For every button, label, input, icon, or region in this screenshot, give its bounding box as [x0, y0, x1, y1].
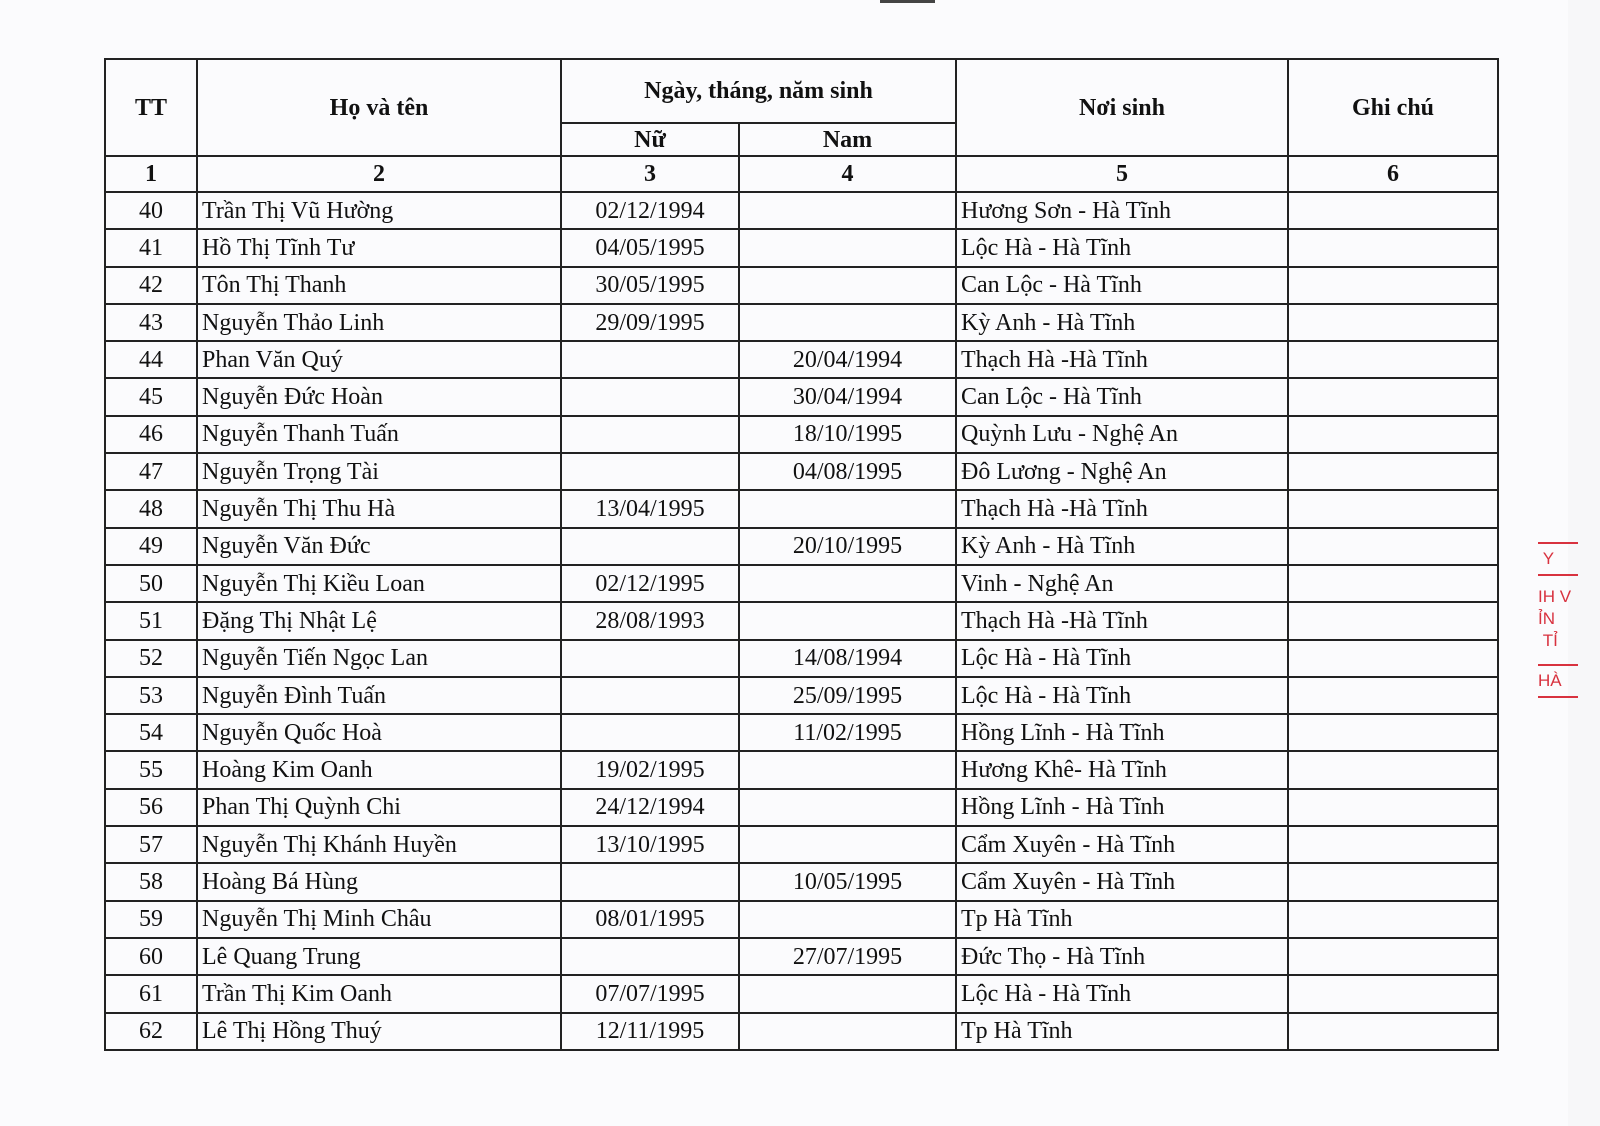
note	[1288, 229, 1498, 266]
male-dob	[739, 602, 956, 639]
male-dob	[739, 304, 956, 341]
birthplace: Hồng Lĩnh - Hà Tĩnh	[956, 714, 1288, 751]
table-row	[105, 901, 1498, 938]
student-name: Phan Văn Quý	[197, 341, 561, 378]
birthplace: Hương Sơn - Hà Tĩnh	[956, 192, 1288, 229]
table-row	[105, 826, 1498, 863]
row-number: 46	[105, 416, 197, 453]
birthplace: Kỳ Anh - Hà Tĩnh	[956, 528, 1288, 565]
note	[1288, 863, 1498, 900]
note	[1288, 640, 1498, 677]
female-dob	[561, 378, 739, 415]
male-dob	[739, 751, 956, 788]
row-number: 50	[105, 565, 197, 602]
student-name: Nguyễn Đức Hoàn	[197, 378, 561, 415]
note	[1288, 304, 1498, 341]
student-name: Đặng Thị Nhật Lệ	[197, 602, 561, 639]
birthplace: Tp Hà Tĩnh	[956, 901, 1288, 938]
table-row	[105, 453, 1498, 490]
note	[1288, 192, 1498, 229]
student-name: Hoàng Kim Oanh	[197, 751, 561, 788]
column-number: 2	[197, 156, 561, 192]
male-dob: 11/02/1995	[739, 714, 956, 751]
male-dob	[739, 565, 956, 602]
table-row	[105, 975, 1498, 1012]
note	[1288, 416, 1498, 453]
student-name: Tôn Thị Thanh	[197, 267, 561, 304]
header-male: Nam	[739, 123, 956, 156]
student-name: Nguyễn Thảo Linh	[197, 304, 561, 341]
student-name: Trần Thị Vũ Hường	[197, 192, 561, 229]
student-name: Lê Thị Hồng Thuý	[197, 1013, 561, 1050]
column-number: 4	[739, 156, 956, 192]
male-dob	[739, 1013, 956, 1050]
male-dob	[739, 192, 956, 229]
female-dob: 07/07/1995	[561, 975, 739, 1012]
birthplace: Thạch Hà -Hà Tĩnh	[956, 341, 1288, 378]
header-female: Nữ	[561, 123, 739, 156]
row-number: 55	[105, 751, 197, 788]
table-row	[105, 192, 1498, 229]
female-dob	[561, 341, 739, 378]
student-name: Nguyễn Thanh Tuấn	[197, 416, 561, 453]
row-number: 44	[105, 341, 197, 378]
female-dob	[561, 714, 739, 751]
female-dob: 30/05/1995	[561, 267, 739, 304]
student-list-table	[104, 58, 1499, 1051]
table-row	[105, 1013, 1498, 1050]
female-dob	[561, 640, 739, 677]
column-number: 1	[105, 156, 197, 192]
male-dob: 10/05/1995	[739, 863, 956, 900]
female-dob	[561, 528, 739, 565]
male-dob	[739, 229, 956, 266]
row-number: 58	[105, 863, 197, 900]
female-dob: 08/01/1995	[561, 901, 739, 938]
student-name: Nguyễn Tiến Ngọc Lan	[197, 640, 561, 677]
table-row	[105, 602, 1498, 639]
row-number: 53	[105, 677, 197, 714]
row-number: 61	[105, 975, 197, 1012]
row-number: 48	[105, 490, 197, 527]
birthplace: Vinh - Nghệ An	[956, 565, 1288, 602]
note	[1288, 528, 1498, 565]
male-dob	[739, 490, 956, 527]
student-name: Nguyễn Đình Tuấn	[197, 677, 561, 714]
female-dob: 13/04/1995	[561, 490, 739, 527]
birthplace: Kỳ Anh - Hà Tĩnh	[956, 304, 1288, 341]
female-dob: 02/12/1994	[561, 192, 739, 229]
male-dob	[739, 789, 956, 826]
male-dob	[739, 901, 956, 938]
row-number: 52	[105, 640, 197, 677]
male-dob: 04/08/1995	[739, 453, 956, 490]
note	[1288, 789, 1498, 826]
header-birthplace: Nơi sinh	[956, 59, 1288, 156]
table-row	[105, 714, 1498, 751]
student-name: Nguyễn Thị Khánh Huyền	[197, 826, 561, 863]
scan-mark	[880, 0, 935, 3]
birthplace: Cẩm Xuyên - Hà Tĩnh	[956, 826, 1288, 863]
note	[1288, 602, 1498, 639]
table-row	[105, 341, 1498, 378]
student-name: Hoàng Bá Hùng	[197, 863, 561, 900]
birthplace: Đức Thọ - Hà Tĩnh	[956, 938, 1288, 975]
female-dob	[561, 938, 739, 975]
row-number: 43	[105, 304, 197, 341]
row-number: 56	[105, 789, 197, 826]
column-number: 6	[1288, 156, 1498, 192]
note	[1288, 1013, 1498, 1050]
male-dob	[739, 267, 956, 304]
birthplace: Can Lộc - Hà Tĩnh	[956, 267, 1288, 304]
note	[1288, 714, 1498, 751]
male-dob: 14/08/1994	[739, 640, 956, 677]
header-tt: TT	[105, 59, 197, 156]
table-row	[105, 863, 1498, 900]
table-row	[105, 565, 1498, 602]
note	[1288, 453, 1498, 490]
table-row	[105, 267, 1498, 304]
student-name: Nguyễn Thị Minh Châu	[197, 901, 561, 938]
female-dob: 04/05/1995	[561, 229, 739, 266]
note	[1288, 975, 1498, 1012]
note	[1288, 751, 1498, 788]
birthplace: Lộc Hà - Hà Tĩnh	[956, 229, 1288, 266]
note	[1288, 565, 1498, 602]
birthplace: Thạch Hà -Hà Tĩnh	[956, 490, 1288, 527]
red-stamp: Y IH V ỈN TỈ HÀ	[1538, 538, 1578, 718]
student-name: Lê Quang Trung	[197, 938, 561, 975]
row-number: 51	[105, 602, 197, 639]
male-dob	[739, 826, 956, 863]
row-number: 42	[105, 267, 197, 304]
row-number: 54	[105, 714, 197, 751]
column-number: 3	[561, 156, 739, 192]
female-dob: 19/02/1995	[561, 751, 739, 788]
row-number: 57	[105, 826, 197, 863]
table-row	[105, 378, 1498, 415]
female-dob	[561, 677, 739, 714]
male-dob: 30/04/1994	[739, 378, 956, 415]
female-dob: 13/10/1995	[561, 826, 739, 863]
table-row	[105, 416, 1498, 453]
birthplace: Lộc Hà - Hà Tĩnh	[956, 640, 1288, 677]
note	[1288, 901, 1498, 938]
male-dob: 27/07/1995	[739, 938, 956, 975]
birthplace: Lộc Hà - Hà Tĩnh	[956, 677, 1288, 714]
row-number: 45	[105, 378, 197, 415]
header-note: Ghi chú	[1288, 59, 1498, 156]
note	[1288, 826, 1498, 863]
student-name: Phan Thị Quỳnh Chi	[197, 789, 561, 826]
birthplace: Đô Lương - Nghệ An	[956, 453, 1288, 490]
table-row	[105, 229, 1498, 266]
table-row	[105, 528, 1498, 565]
male-dob: 20/10/1995	[739, 528, 956, 565]
student-name: Trần Thị Kim Oanh	[197, 975, 561, 1012]
table-row	[105, 789, 1498, 826]
female-dob: 02/12/1995	[561, 565, 739, 602]
row-number: 60	[105, 938, 197, 975]
female-dob: 24/12/1994	[561, 789, 739, 826]
student-name: Nguyễn Thị Thu Hà	[197, 490, 561, 527]
birthplace: Thạch Hà -Hà Tĩnh	[956, 602, 1288, 639]
student-name: Nguyễn Văn Đức	[197, 528, 561, 565]
female-dob: 29/09/1995	[561, 304, 739, 341]
male-dob: 18/10/1995	[739, 416, 956, 453]
table-row	[105, 490, 1498, 527]
birthplace: Can Lộc - Hà Tĩnh	[956, 378, 1288, 415]
male-dob: 25/09/1995	[739, 677, 956, 714]
note	[1288, 267, 1498, 304]
birthplace: Cẩm Xuyên - Hà Tĩnh	[956, 863, 1288, 900]
note	[1288, 341, 1498, 378]
row-number: 62	[105, 1013, 197, 1050]
birthplace: Quỳnh Lưu - Nghệ An	[956, 416, 1288, 453]
student-name: Nguyễn Trọng Tài	[197, 453, 561, 490]
row-number: 41	[105, 229, 197, 266]
header-dob: Ngày, tháng, năm sinh	[561, 59, 956, 123]
row-number: 49	[105, 528, 197, 565]
note	[1288, 490, 1498, 527]
note	[1288, 938, 1498, 975]
student-name: Hồ Thị Tĩnh Tư	[197, 229, 561, 266]
female-dob: 28/08/1993	[561, 602, 739, 639]
birthplace: Tp Hà Tĩnh	[956, 1013, 1288, 1050]
female-dob	[561, 453, 739, 490]
note	[1288, 378, 1498, 415]
row-number: 40	[105, 192, 197, 229]
birthplace: Hương Khê- Hà Tĩnh	[956, 751, 1288, 788]
table-row	[105, 640, 1498, 677]
student-name: Nguyễn Thị Kiều Loan	[197, 565, 561, 602]
female-dob	[561, 863, 739, 900]
student-name: Nguyễn Quốc Hoà	[197, 714, 561, 751]
female-dob	[561, 416, 739, 453]
male-dob	[739, 975, 956, 1012]
row-number: 59	[105, 901, 197, 938]
column-number: 5	[956, 156, 1288, 192]
header-name: Họ và tên	[197, 59, 561, 156]
note	[1288, 677, 1498, 714]
table-row	[105, 938, 1498, 975]
table-row	[105, 751, 1498, 788]
table-row	[105, 304, 1498, 341]
table-row	[105, 677, 1498, 714]
row-number: 47	[105, 453, 197, 490]
female-dob: 12/11/1995	[561, 1013, 739, 1050]
birthplace: Lộc Hà - Hà Tĩnh	[956, 975, 1288, 1012]
male-dob: 20/04/1994	[739, 341, 956, 378]
birthplace: Hồng Lĩnh - Hà Tĩnh	[956, 789, 1288, 826]
